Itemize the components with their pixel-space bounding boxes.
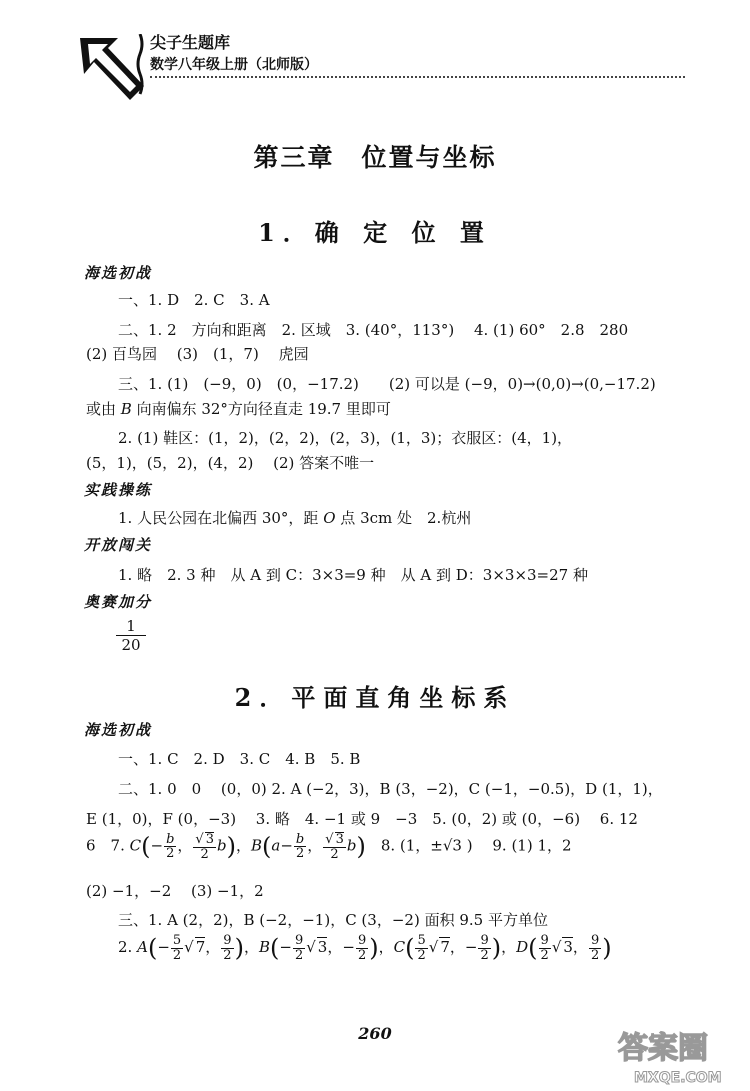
point-label: B xyxy=(120,400,132,418)
answer-line: 1. 略 2. 3 种 从 A 到 C：3×3=9 种 从 A 到 D：3×3×3=27 种 xyxy=(118,566,588,584)
fraction xyxy=(539,934,551,962)
arrow-logo-icon xyxy=(78,34,148,104)
fraction-denominator: 2 xyxy=(417,947,426,963)
comma: ， xyxy=(449,938,465,957)
fraction-numerator: 5 xyxy=(417,933,426,948)
comma: ， xyxy=(378,938,394,957)
comma: ， xyxy=(327,938,343,957)
fraction xyxy=(323,832,346,861)
fraction-denominator: 2 xyxy=(200,846,209,862)
minus-sign: − xyxy=(157,938,170,957)
fraction-denominator: 2 xyxy=(172,947,182,963)
book-subtitle: 数学八年级上册（北师版） xyxy=(150,57,318,73)
answer-line: 三、1. (1) (−9，0) (0，−17.2) (2) 可以是 (−9，0)→(0,0)→(0,−17.2) xyxy=(118,375,656,393)
fraction xyxy=(221,934,233,962)
paren-close: ) xyxy=(226,832,236,861)
answer-text: 1. 人民公园在北偏西 30°，距 xyxy=(118,509,324,527)
subheading-haixuan-2: 海选初战 xyxy=(84,721,153,739)
fraction-numerator: √ 3 xyxy=(325,832,344,847)
minus-sign: − xyxy=(150,836,164,855)
fraction xyxy=(171,934,183,962)
subheading-aosai: 奥赛加分 xyxy=(84,593,153,611)
minus-sign: − xyxy=(464,938,478,957)
paren-close: ) xyxy=(491,934,502,963)
fraction-numerator: 9 xyxy=(294,933,304,948)
point-label: O xyxy=(323,509,336,527)
sqrt-radicand: 7 xyxy=(195,938,206,957)
paren-close: ) xyxy=(602,934,612,963)
fraction-denominator: 2 xyxy=(166,846,175,862)
fraction-denominator: 20 xyxy=(121,636,141,654)
answer-line: 一、1. C 2. D 3. C 4. B 5. B xyxy=(118,750,361,768)
answer-line: 2. (1) 鞋区：(1，2)，(2，2)，(2，3)，(1，3)；衣服区：(4，1)， xyxy=(118,429,573,447)
sqrt-radicand: 3 xyxy=(335,832,344,847)
chapter-title: 第三章 位置与坐标 xyxy=(253,143,497,172)
point-label: C xyxy=(393,938,406,957)
point-label: D xyxy=(516,938,529,957)
page-header xyxy=(78,24,688,94)
page-number: 260 xyxy=(358,1024,392,1043)
fraction-numerator: 9 xyxy=(540,933,549,948)
comma: ， xyxy=(307,836,323,855)
section-title-2: 2．平面直角坐标系 xyxy=(234,683,516,712)
fraction-numerator: 1 xyxy=(116,617,146,636)
watermark-url: MXQE.COM xyxy=(634,1070,722,1086)
book-title: 尖子生题库 xyxy=(150,33,231,52)
watermark-logo-icon xyxy=(612,1026,742,1088)
fraction-answer xyxy=(116,617,146,654)
variable-a: a xyxy=(271,836,281,855)
answer-line: 二、1. 0 0 (0，0) 2. A (−2，3)，B (3，−2)，C (−1，−0.5)，D (1，1)， xyxy=(118,780,663,798)
subheading-shijian: 实践操练 xyxy=(84,481,153,499)
answer-text: 或由 xyxy=(86,400,121,418)
fraction-denominator: 2 xyxy=(294,947,304,963)
section-title-1: 1．确 定 位 置 xyxy=(258,218,492,247)
answer-text: 6 7. xyxy=(86,836,130,855)
answer-line: 三、1. A (2，2)，B (−2，−1)，C (3，−2) 面积 9.5 平方单位 xyxy=(118,911,548,929)
fraction-denominator: 2 xyxy=(357,947,367,963)
fraction-denominator: 2 xyxy=(295,846,305,862)
answer-line: 一、1. D 2. C 3. A xyxy=(118,291,270,309)
fraction xyxy=(356,934,368,962)
minus-sign: − xyxy=(342,938,355,957)
fraction xyxy=(589,934,601,962)
answer-text: 点 3cm 处 2.杭州 xyxy=(335,509,472,527)
header-divider xyxy=(150,76,685,78)
variable-b: b xyxy=(346,836,357,855)
variable-b: b xyxy=(216,836,227,855)
paren-open: ( xyxy=(147,934,158,963)
fraction-numerator: 9 xyxy=(480,933,489,948)
fraction xyxy=(415,934,427,962)
answer-line xyxy=(118,507,471,528)
answer-text: 8. (1，±√3 ) 9. (1) 1，2 xyxy=(365,836,572,855)
fraction-numerator: b xyxy=(295,831,305,847)
answer-line-fractions: 2. A(− $\frac{5}{2}$ √ 7， $\frac{9}{2}$ )，B(− $\frac{9}{2}$ √ 3，− $\frac{9}{2}$ )，C( $\frac{5}{2}$ √ 7，− $\frac{9}{2}$ )，D( $\frac{9}{2}$ √ 3， $\frac{9}{2}$ ) xyxy=(118,933,612,963)
point-label: A xyxy=(137,938,148,957)
fraction-denominator: 2 xyxy=(540,947,549,963)
subheading-kaifang: 开放闯关 xyxy=(84,536,153,554)
point-label: B xyxy=(250,836,263,855)
minus-sign: − xyxy=(279,938,292,957)
paren-open: ( xyxy=(528,934,538,963)
answer-line-fractions xyxy=(86,832,572,861)
answer-line: E (1，0)，F (0，−3) 3. 略 4. −1 或 9 −3 5. (0，2) 或 (0，−6) 6. 12 xyxy=(86,810,638,828)
paren-open: ( xyxy=(262,832,272,861)
point-label: C xyxy=(129,836,142,855)
answer-line: (2) 百鸟园 (3) (1，7) 虎园 xyxy=(86,345,309,363)
paren-open: ( xyxy=(405,934,415,963)
sqrt-radicand: 3 xyxy=(563,938,573,957)
comma: ， xyxy=(501,938,517,957)
answer-line: (5，1)，(5，2)，(4，2) (2) 答案不唯一 xyxy=(86,454,375,472)
comma: ， xyxy=(572,938,588,957)
fraction-denominator: 2 xyxy=(590,947,600,963)
fraction-denominator: 2 xyxy=(223,947,232,963)
paren-open: ( xyxy=(141,832,151,861)
answer-line: 二、1. 2 方向和距离 2. 区域 3. (40°，113°) 4. (1) 60° 2.8 280 xyxy=(118,321,629,339)
sqrt-radicand: 7 xyxy=(440,938,450,957)
point-label: B xyxy=(258,938,270,957)
fraction-numerator: 9 xyxy=(590,933,600,948)
fraction xyxy=(294,833,306,861)
fraction-numerator: 5 xyxy=(172,933,182,948)
comma: ， xyxy=(177,836,193,855)
subheading-haixuan-1: 海选初战 xyxy=(84,264,153,282)
comma: ， xyxy=(235,836,251,855)
answer-text: 向南偏东 32°方向径直走 19.7 里即可 xyxy=(131,400,391,418)
paren-close: ) xyxy=(369,934,379,963)
sqrt-radicand: 3 xyxy=(205,832,214,847)
paren-close: ) xyxy=(356,832,366,861)
fraction-numerator: 9 xyxy=(223,933,232,948)
fraction-denominator: 2 xyxy=(480,947,489,963)
fraction xyxy=(164,833,176,861)
sqrt-radicand: 3 xyxy=(317,938,328,957)
fraction-numerator: b xyxy=(166,831,175,847)
answer-text: 2. xyxy=(118,938,138,957)
fraction-numerator: 9 xyxy=(357,933,367,948)
paren-close: ) xyxy=(234,934,244,963)
comma: ， xyxy=(205,938,221,957)
fraction-denominator: 2 xyxy=(330,846,339,862)
comma: ， xyxy=(243,938,259,957)
answer-line xyxy=(86,398,391,419)
minus-sign: − xyxy=(280,836,293,855)
watermark-text: 答案圈 xyxy=(618,1031,708,1066)
answer-line: (2) −1，−2 (3) −1，2 xyxy=(86,882,264,900)
fraction xyxy=(193,832,216,861)
fraction xyxy=(293,934,305,962)
fraction xyxy=(478,934,490,962)
paren-open: ( xyxy=(270,934,280,963)
fraction-numerator: √ 3 xyxy=(195,832,214,847)
